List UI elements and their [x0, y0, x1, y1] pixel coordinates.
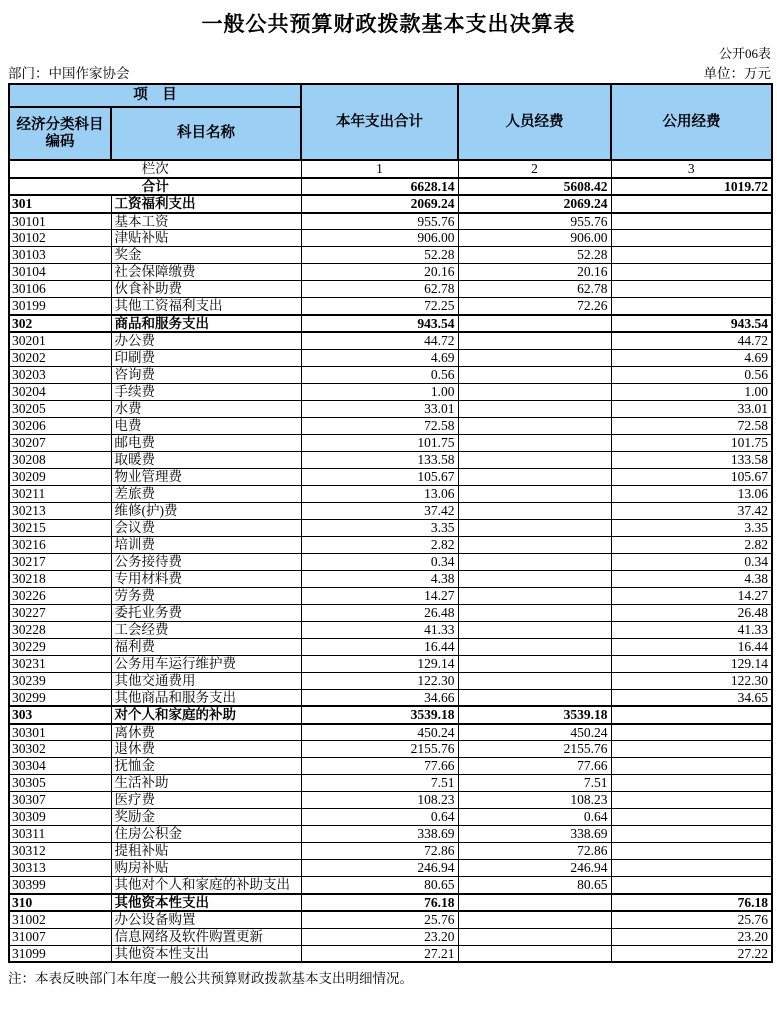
row-name: 专用材料费 — [111, 570, 301, 587]
row-public — [611, 809, 772, 826]
total-row-public: 1019.72 — [611, 178, 772, 196]
code-header-line2: 编码 — [45, 133, 75, 150]
row-name: 其他资本性支出 — [111, 894, 301, 912]
row-total: 906.00 — [301, 230, 458, 247]
row-code: 30302 — [9, 741, 111, 758]
table-row — [9, 434, 772, 451]
row-public: 34.65 — [611, 689, 772, 706]
table-row — [9, 281, 772, 298]
row-name: 奖金 — [111, 247, 301, 264]
row-public: 4.38 — [611, 570, 772, 587]
row-code: 30216 — [9, 536, 111, 553]
row-personnel: 77.66 — [458, 758, 611, 775]
row-public: 25.76 — [611, 911, 772, 928]
row-name: 办公设备购置 — [111, 911, 301, 928]
row-personnel — [458, 519, 611, 536]
row-name: 住房公积金 — [111, 826, 301, 843]
row-public: 0.34 — [611, 553, 772, 570]
table-body — [9, 160, 772, 962]
row-name: 退休费 — [111, 741, 301, 758]
row-personnel — [458, 621, 611, 638]
row-public — [611, 877, 772, 894]
row-name: 公务接待费 — [111, 553, 301, 570]
table-row — [9, 809, 772, 826]
row-name: 购房补贴 — [111, 860, 301, 877]
row-code: 30313 — [9, 860, 111, 877]
row-public — [611, 281, 772, 298]
table-row — [9, 519, 772, 536]
row-public: 23.20 — [611, 928, 772, 945]
row-total: 450.24 — [301, 724, 458, 741]
table-row — [9, 672, 772, 689]
row-personnel — [458, 911, 611, 928]
row-code: 31099 — [9, 945, 111, 962]
row-public — [611, 758, 772, 775]
row-public: 943.54 — [611, 315, 772, 333]
row-code: 30204 — [9, 383, 111, 400]
row-code: 30206 — [9, 417, 111, 434]
row-name: 其他资本性支出 — [111, 945, 301, 962]
table-code-label: 公开06表 — [718, 46, 771, 61]
row-total: 4.38 — [301, 570, 458, 587]
row-personnel — [458, 349, 611, 366]
row-total: 0.56 — [301, 366, 458, 383]
row-total: 52.28 — [301, 247, 458, 264]
row-name: 手续费 — [111, 383, 301, 400]
row-code: 30209 — [9, 468, 111, 485]
row-name: 办公费 — [111, 332, 301, 349]
row-total: 4.69 — [301, 349, 458, 366]
row-code: 30215 — [9, 519, 111, 536]
table-row — [9, 587, 772, 604]
row-code: 303 — [9, 706, 111, 724]
row-total: 20.16 — [301, 264, 458, 281]
row-public — [611, 741, 772, 758]
row-name: 对个人和家庭的补助 — [111, 706, 301, 724]
lanci-col2: 2 — [458, 160, 611, 178]
row-code: 30202 — [9, 349, 111, 366]
table-row — [9, 843, 772, 860]
row-code: 30207 — [9, 434, 111, 451]
row-total: 80.65 — [301, 877, 458, 894]
row-personnel — [458, 315, 611, 333]
row-code: 301 — [9, 195, 111, 213]
row-personnel: 7.51 — [458, 775, 611, 792]
row-public — [611, 775, 772, 792]
row-personnel: 338.69 — [458, 826, 611, 843]
row-personnel — [458, 417, 611, 434]
lanci-col1: 1 — [301, 160, 458, 178]
header-row-project — [9, 84, 772, 107]
row-public — [611, 264, 772, 281]
row-name: 委托业务费 — [111, 604, 301, 621]
row-code: 30104 — [9, 264, 111, 281]
row-personnel: 52.28 — [458, 247, 611, 264]
row-total: 3.35 — [301, 519, 458, 536]
row-code: 30101 — [9, 213, 111, 230]
row-name: 培训费 — [111, 536, 301, 553]
row-code: 30399 — [9, 877, 111, 894]
table-row — [9, 366, 772, 383]
row-public: 76.18 — [611, 894, 772, 912]
row-personnel — [458, 587, 611, 604]
row-total: 3539.18 — [301, 706, 458, 724]
row-code: 30218 — [9, 570, 111, 587]
meta-row — [8, 62, 771, 82]
row-code: 31002 — [9, 911, 111, 928]
row-personnel — [458, 570, 611, 587]
table-row — [9, 349, 772, 366]
row-name: 抚恤金 — [111, 758, 301, 775]
table-row — [9, 247, 772, 264]
row-code: 30229 — [9, 638, 111, 655]
row-public: 14.27 — [611, 587, 772, 604]
row-personnel — [458, 451, 611, 468]
table-row — [9, 536, 772, 553]
row-personnel — [458, 468, 611, 485]
row-personnel: 3539.18 — [458, 706, 611, 724]
row-total: 955.76 — [301, 213, 458, 230]
row-name: 离休费 — [111, 724, 301, 741]
grand-total-row — [9, 178, 772, 196]
row-personnel: 246.94 — [458, 860, 611, 877]
table-row — [9, 826, 772, 843]
row-public: 105.67 — [611, 468, 772, 485]
row-public — [611, 843, 772, 860]
row-total: 23.20 — [301, 928, 458, 945]
table-row — [9, 553, 772, 570]
row-public: 4.69 — [611, 349, 772, 366]
row-code: 31007 — [9, 928, 111, 945]
row-public — [611, 724, 772, 741]
row-name: 其他工资福利支出 — [111, 298, 301, 315]
row-code: 30239 — [9, 672, 111, 689]
row-code: 30201 — [9, 332, 111, 349]
row-name: 商品和服务支出 — [111, 315, 301, 333]
row-name: 伙食补助费 — [111, 281, 301, 298]
table-row — [9, 638, 772, 655]
row-code: 30309 — [9, 809, 111, 826]
row-public: 26.48 — [611, 604, 772, 621]
row-total: 105.67 — [301, 468, 458, 485]
row-public: 44.72 — [611, 332, 772, 349]
row-name: 劳务费 — [111, 587, 301, 604]
table-row — [9, 502, 772, 519]
row-code: 30228 — [9, 621, 111, 638]
row-public: 122.30 — [611, 672, 772, 689]
table-row — [9, 911, 772, 928]
table-row — [9, 383, 772, 400]
row-total: 2069.24 — [301, 195, 458, 213]
footnote: 注：本表反映部门本年度一般公共预算财政拨款基本支出明细情况。 — [8, 971, 413, 987]
row-personnel — [458, 894, 611, 912]
row-code: 302 — [9, 315, 111, 333]
row-public: 16.44 — [611, 638, 772, 655]
row-public: 37.42 — [611, 502, 772, 519]
table-row — [9, 213, 772, 230]
row-total: 62.78 — [301, 281, 458, 298]
project-header-cell: 项 目 — [9, 84, 301, 107]
row-total: 16.44 — [301, 638, 458, 655]
row-total: 72.86 — [301, 843, 458, 860]
row-code: 30301 — [9, 724, 111, 741]
row-name: 邮电费 — [111, 434, 301, 451]
row-total: 133.58 — [301, 451, 458, 468]
department-label: 部门：中国作家协会 — [8, 66, 130, 81]
table-header — [9, 84, 772, 160]
table-row — [9, 724, 772, 741]
row-public — [611, 195, 772, 213]
lanci-col3: 3 — [611, 160, 772, 178]
table-row — [9, 621, 772, 638]
table-row — [9, 928, 772, 945]
row-personnel: 72.86 — [458, 843, 611, 860]
row-public: 13.06 — [611, 485, 772, 502]
row-public — [611, 826, 772, 843]
row-name: 基本工资 — [111, 213, 301, 230]
row-personnel: 108.23 — [458, 792, 611, 809]
table-row — [9, 298, 772, 315]
row-code: 30203 — [9, 366, 111, 383]
row-personnel — [458, 689, 611, 706]
row-public: 27.22 — [611, 945, 772, 962]
table-row — [9, 655, 772, 672]
category-row — [9, 894, 772, 912]
row-total: 77.66 — [301, 758, 458, 775]
table-row — [9, 570, 772, 587]
row-code: 30304 — [9, 758, 111, 775]
row-name: 维修(护)费 — [111, 502, 301, 519]
row-name: 生活补助 — [111, 775, 301, 792]
row-public — [611, 247, 772, 264]
row-public — [611, 860, 772, 877]
row-name: 其他交通费用 — [111, 672, 301, 689]
row-total: 25.76 — [301, 911, 458, 928]
table-row — [9, 741, 772, 758]
row-name: 物业管理费 — [111, 468, 301, 485]
row-code: 30312 — [9, 843, 111, 860]
row-name: 其他商品和服务支出 — [111, 689, 301, 706]
row-code: 30103 — [9, 247, 111, 264]
row-total: 37.42 — [301, 502, 458, 519]
expenditure-table — [8, 83, 773, 963]
table-row — [9, 468, 772, 485]
row-name: 差旅费 — [111, 485, 301, 502]
category-row — [9, 195, 772, 213]
total-row-total: 6628.14 — [301, 178, 458, 196]
table-row — [9, 860, 772, 877]
table-row — [9, 758, 772, 775]
table-row — [9, 775, 772, 792]
row-total: 1.00 — [301, 383, 458, 400]
row-name: 取暖费 — [111, 451, 301, 468]
row-total: 44.72 — [301, 332, 458, 349]
row-code: 30226 — [9, 587, 111, 604]
table-row — [9, 945, 772, 962]
row-code: 30217 — [9, 553, 111, 570]
column-header-name: 科目名称 — [111, 107, 301, 160]
row-public — [611, 298, 772, 315]
total-row-label: 合计 — [9, 178, 301, 196]
row-public: 0.56 — [611, 366, 772, 383]
row-code: 30307 — [9, 792, 111, 809]
row-personnel — [458, 638, 611, 655]
table-row — [9, 332, 772, 349]
row-total: 101.75 — [301, 434, 458, 451]
row-name: 工会经费 — [111, 621, 301, 638]
row-total: 943.54 — [301, 315, 458, 333]
row-name: 会议费 — [111, 519, 301, 536]
lanci-label: 栏次 — [9, 160, 301, 178]
row-total: 13.06 — [301, 485, 458, 502]
row-public: 72.58 — [611, 417, 772, 434]
row-personnel: 80.65 — [458, 877, 611, 894]
row-total: 0.64 — [301, 809, 458, 826]
row-personnel — [458, 434, 611, 451]
row-total: 122.30 — [301, 672, 458, 689]
row-code: 310 — [9, 894, 111, 912]
row-personnel: 2069.24 — [458, 195, 611, 213]
row-name: 电费 — [111, 417, 301, 434]
row-total: 14.27 — [301, 587, 458, 604]
row-public: 33.01 — [611, 400, 772, 417]
row-code: 30213 — [9, 502, 111, 519]
row-personnel: 72.26 — [458, 298, 611, 315]
row-total: 2.82 — [301, 536, 458, 553]
row-personnel — [458, 485, 611, 502]
row-code: 30305 — [9, 775, 111, 792]
row-public: 133.58 — [611, 451, 772, 468]
column-header-personnel: 人员经费 — [458, 84, 611, 160]
row-code: 30311 — [9, 826, 111, 843]
row-total: 246.94 — [301, 860, 458, 877]
row-name: 津贴补贴 — [111, 230, 301, 247]
table-row — [9, 689, 772, 706]
total-row-personnel: 5608.42 — [458, 178, 611, 196]
row-personnel — [458, 536, 611, 553]
column-header-total: 本年支出合计 — [301, 84, 458, 160]
column-index-row — [9, 160, 772, 178]
row-name: 其他对个人和家庭的补助支出 — [111, 877, 301, 894]
table-row — [9, 230, 772, 247]
category-row — [9, 706, 772, 724]
row-personnel — [458, 655, 611, 672]
row-code: 30299 — [9, 689, 111, 706]
table-row — [9, 264, 772, 281]
row-name: 福利费 — [111, 638, 301, 655]
row-code: 30102 — [9, 230, 111, 247]
row-personnel: 906.00 — [458, 230, 611, 247]
row-total: 7.51 — [301, 775, 458, 792]
row-name: 医疗费 — [111, 792, 301, 809]
table-row — [9, 417, 772, 434]
row-public: 2.82 — [611, 536, 772, 553]
row-personnel: 20.16 — [458, 264, 611, 281]
row-personnel: 62.78 — [458, 281, 611, 298]
row-code: 30227 — [9, 604, 111, 621]
row-public: 101.75 — [611, 434, 772, 451]
column-header-public: 公用经费 — [611, 84, 772, 160]
row-public: 3.35 — [611, 519, 772, 536]
row-personnel: 955.76 — [458, 213, 611, 230]
row-public — [611, 213, 772, 230]
row-total: 26.48 — [301, 604, 458, 621]
table-row — [9, 451, 772, 468]
column-header-code — [9, 107, 111, 160]
row-public — [611, 792, 772, 809]
row-personnel — [458, 400, 611, 417]
row-code: 30231 — [9, 655, 111, 672]
row-personnel — [458, 366, 611, 383]
row-total: 338.69 — [301, 826, 458, 843]
row-name: 公务用车运行维护费 — [111, 655, 301, 672]
row-personnel — [458, 502, 611, 519]
unit-label: 单位：万元 — [703, 66, 771, 81]
row-personnel — [458, 383, 611, 400]
row-code: 30199 — [9, 298, 111, 315]
code-header-line1: 经济分类科目 — [16, 116, 104, 133]
row-total: 34.66 — [301, 689, 458, 706]
row-code: 30106 — [9, 281, 111, 298]
row-total: 72.58 — [301, 417, 458, 434]
row-public: 41.33 — [611, 621, 772, 638]
row-total: 27.21 — [301, 945, 458, 962]
row-personnel — [458, 928, 611, 945]
row-personnel — [458, 332, 611, 349]
row-personnel: 450.24 — [458, 724, 611, 741]
row-public — [611, 230, 772, 247]
row-name: 咨询费 — [111, 366, 301, 383]
row-name: 信息网络及软件购置更新 — [111, 928, 301, 945]
row-total: 2155.76 — [301, 741, 458, 758]
row-total: 129.14 — [301, 655, 458, 672]
row-name: 工资福利支出 — [111, 195, 301, 213]
row-code: 30208 — [9, 451, 111, 468]
row-personnel — [458, 672, 611, 689]
row-name: 社会保障缴费 — [111, 264, 301, 281]
row-code: 30205 — [9, 400, 111, 417]
table-row — [9, 400, 772, 417]
row-name: 提租补贴 — [111, 843, 301, 860]
row-total: 108.23 — [301, 792, 458, 809]
row-name: 水费 — [111, 400, 301, 417]
row-total: 0.34 — [301, 553, 458, 570]
row-personnel — [458, 604, 611, 621]
table-row — [9, 792, 772, 809]
row-total: 72.25 — [301, 298, 458, 315]
row-code: 30211 — [9, 485, 111, 502]
row-total: 41.33 — [301, 621, 458, 638]
row-public — [611, 706, 772, 724]
row-name: 印刷费 — [111, 349, 301, 366]
row-personnel: 2155.76 — [458, 741, 611, 758]
row-total: 33.01 — [301, 400, 458, 417]
row-personnel: 0.64 — [458, 809, 611, 826]
row-public: 129.14 — [611, 655, 772, 672]
row-total: 76.18 — [301, 894, 458, 912]
table-row — [9, 604, 772, 621]
row-personnel — [458, 945, 611, 962]
row-name: 奖励金 — [111, 809, 301, 826]
page-title: 一般公共预算财政拨款基本支出决算表 — [201, 12, 576, 36]
table-row — [9, 485, 772, 502]
category-row — [9, 315, 772, 333]
table-row — [9, 877, 772, 894]
row-public: 1.00 — [611, 383, 772, 400]
row-personnel — [458, 553, 611, 570]
